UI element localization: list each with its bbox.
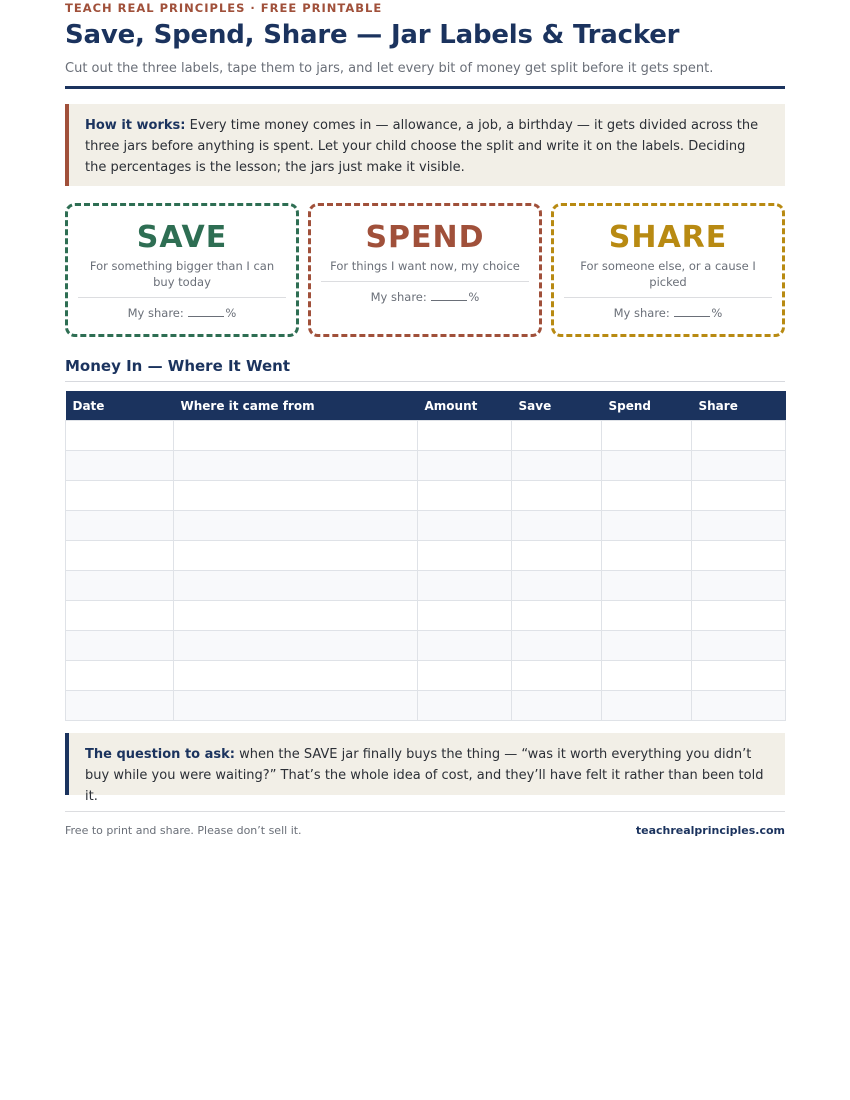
table-cell bbox=[602, 601, 692, 631]
question-label: The question to ask: bbox=[85, 747, 235, 762]
column-header-save: Save bbox=[512, 391, 602, 421]
how-it-works-text: Every time money comes in — allowance, a job, a birthday — it gets divided across the three jars before anything is spent. Let your child choose the split and write it on the labels. Deciding the percentages is the lesson; the jars just make it visible. bbox=[85, 118, 759, 175]
table-cell bbox=[602, 631, 692, 661]
table-row bbox=[66, 571, 786, 601]
jar-name: SHARE bbox=[608, 220, 728, 255]
table-cell bbox=[692, 571, 786, 601]
percent-sign: % bbox=[468, 290, 480, 304]
how-it-works-label: How it works: bbox=[85, 118, 186, 133]
table-cell bbox=[602, 421, 692, 451]
table-cell bbox=[174, 511, 418, 541]
jar-label-spend bbox=[308, 203, 542, 337]
table-row bbox=[66, 631, 786, 661]
table-cell bbox=[66, 511, 174, 541]
table-cell bbox=[512, 631, 602, 661]
jar-label-share bbox=[551, 203, 785, 337]
share-label: My share: bbox=[613, 306, 670, 320]
table-cell bbox=[512, 661, 602, 691]
table-cell bbox=[692, 481, 786, 511]
table-cell bbox=[174, 421, 418, 451]
footer-divider bbox=[65, 811, 785, 812]
table-cell bbox=[66, 571, 174, 601]
jar-share-line bbox=[311, 290, 539, 304]
percent-sign: % bbox=[711, 306, 723, 320]
table-cell bbox=[692, 541, 786, 571]
table-cell bbox=[66, 631, 174, 661]
table-cell bbox=[602, 541, 692, 571]
table-row bbox=[66, 481, 786, 511]
eyebrow-label: TEACH REAL PRINCIPLES · FREE PRINTABLE bbox=[65, 1, 383, 15]
percent-blank bbox=[188, 306, 224, 317]
column-header-share: Share bbox=[692, 391, 786, 421]
table-cell bbox=[418, 601, 512, 631]
footer-note: Free to print and share. Please don’t sell it. bbox=[65, 824, 302, 837]
table-cell bbox=[418, 571, 512, 601]
jar-description: For things I want now, my choice bbox=[321, 258, 529, 282]
footer-site: teachrealprinciples.com bbox=[635, 824, 785, 837]
table-cell bbox=[602, 571, 692, 601]
column-header-source: Where it came from bbox=[174, 391, 418, 421]
table-cell bbox=[174, 571, 418, 601]
page-title: Save, Spend, Share — Jar Labels & Tracker bbox=[65, 20, 680, 50]
table-cell bbox=[66, 691, 174, 721]
table-cell bbox=[418, 631, 512, 661]
table-row bbox=[66, 451, 786, 481]
tracker-table bbox=[65, 391, 786, 721]
jar-labels bbox=[65, 203, 785, 337]
table-cell bbox=[512, 451, 602, 481]
table-cell bbox=[174, 481, 418, 511]
table-cell bbox=[602, 691, 692, 721]
jar-name: SPEND bbox=[365, 220, 485, 255]
jar-description: For someone else, or a cause I picked bbox=[564, 258, 772, 298]
table-cell bbox=[692, 511, 786, 541]
table-cell bbox=[418, 511, 512, 541]
table-cell bbox=[418, 481, 512, 511]
table-cell bbox=[174, 661, 418, 691]
table-cell bbox=[512, 571, 602, 601]
table-cell bbox=[418, 541, 512, 571]
table-cell bbox=[66, 541, 174, 571]
table-cell bbox=[66, 481, 174, 511]
table-row bbox=[66, 541, 786, 571]
table-row bbox=[66, 691, 786, 721]
table-cell bbox=[512, 601, 602, 631]
table-cell bbox=[602, 661, 692, 691]
table-cell bbox=[512, 511, 602, 541]
question-text: when the SAVE jar finally buys the thing — “was it worth everything you didn’t buy while you were waiting?” That’s the whole idea of cost, and they’ll have felt it rather than been told it. bbox=[85, 747, 764, 804]
table-cell bbox=[692, 421, 786, 451]
jar-share-line bbox=[68, 306, 296, 320]
percent-sign: % bbox=[225, 306, 237, 320]
jar-share-line bbox=[554, 306, 782, 320]
table-cell bbox=[418, 691, 512, 721]
table-row bbox=[66, 511, 786, 541]
table-cell bbox=[692, 691, 786, 721]
table-cell bbox=[418, 661, 512, 691]
table-cell bbox=[512, 541, 602, 571]
table-cell bbox=[174, 691, 418, 721]
jar-description: For something bigger than I can buy today bbox=[78, 258, 286, 298]
table-cell bbox=[692, 631, 786, 661]
table-cell bbox=[66, 661, 174, 691]
table-cell bbox=[174, 451, 418, 481]
table-row bbox=[66, 601, 786, 631]
column-header-date: Date bbox=[66, 391, 174, 421]
table-cell bbox=[174, 541, 418, 571]
how-it-works-callout bbox=[65, 104, 785, 186]
share-label: My share: bbox=[370, 290, 427, 304]
tracker-divider bbox=[65, 381, 785, 382]
tracker-title: Money In — Where It Went bbox=[65, 357, 290, 375]
table-cell bbox=[66, 601, 174, 631]
tracker-body bbox=[66, 421, 786, 721]
table-row bbox=[66, 421, 786, 451]
percent-blank bbox=[674, 306, 710, 317]
table-cell bbox=[512, 481, 602, 511]
column-header-amount: Amount bbox=[418, 391, 512, 421]
table-cell bbox=[692, 601, 786, 631]
jar-label-save bbox=[65, 203, 299, 337]
table-cell bbox=[602, 451, 692, 481]
table-cell bbox=[602, 481, 692, 511]
tracker-header-row bbox=[66, 391, 786, 421]
question-callout bbox=[65, 733, 785, 804]
table-cell bbox=[602, 511, 692, 541]
table-cell bbox=[174, 601, 418, 631]
table-cell bbox=[418, 451, 512, 481]
table-cell bbox=[692, 661, 786, 691]
table-cell bbox=[692, 451, 786, 481]
table-cell bbox=[512, 691, 602, 721]
share-label: My share: bbox=[127, 306, 184, 320]
header-divider bbox=[65, 86, 785, 89]
table-cell bbox=[418, 421, 512, 451]
table-cell bbox=[174, 631, 418, 661]
table-cell bbox=[66, 421, 174, 451]
table-cell bbox=[66, 451, 174, 481]
page-subtitle: Cut out the three labels, tape them to jars, and let every bit of money get split before it gets spent. bbox=[65, 61, 714, 76]
jar-name: SAVE bbox=[136, 220, 228, 255]
table-row bbox=[66, 661, 786, 691]
table-cell bbox=[512, 421, 602, 451]
column-header-spend: Spend bbox=[602, 391, 692, 421]
percent-blank bbox=[431, 290, 467, 301]
